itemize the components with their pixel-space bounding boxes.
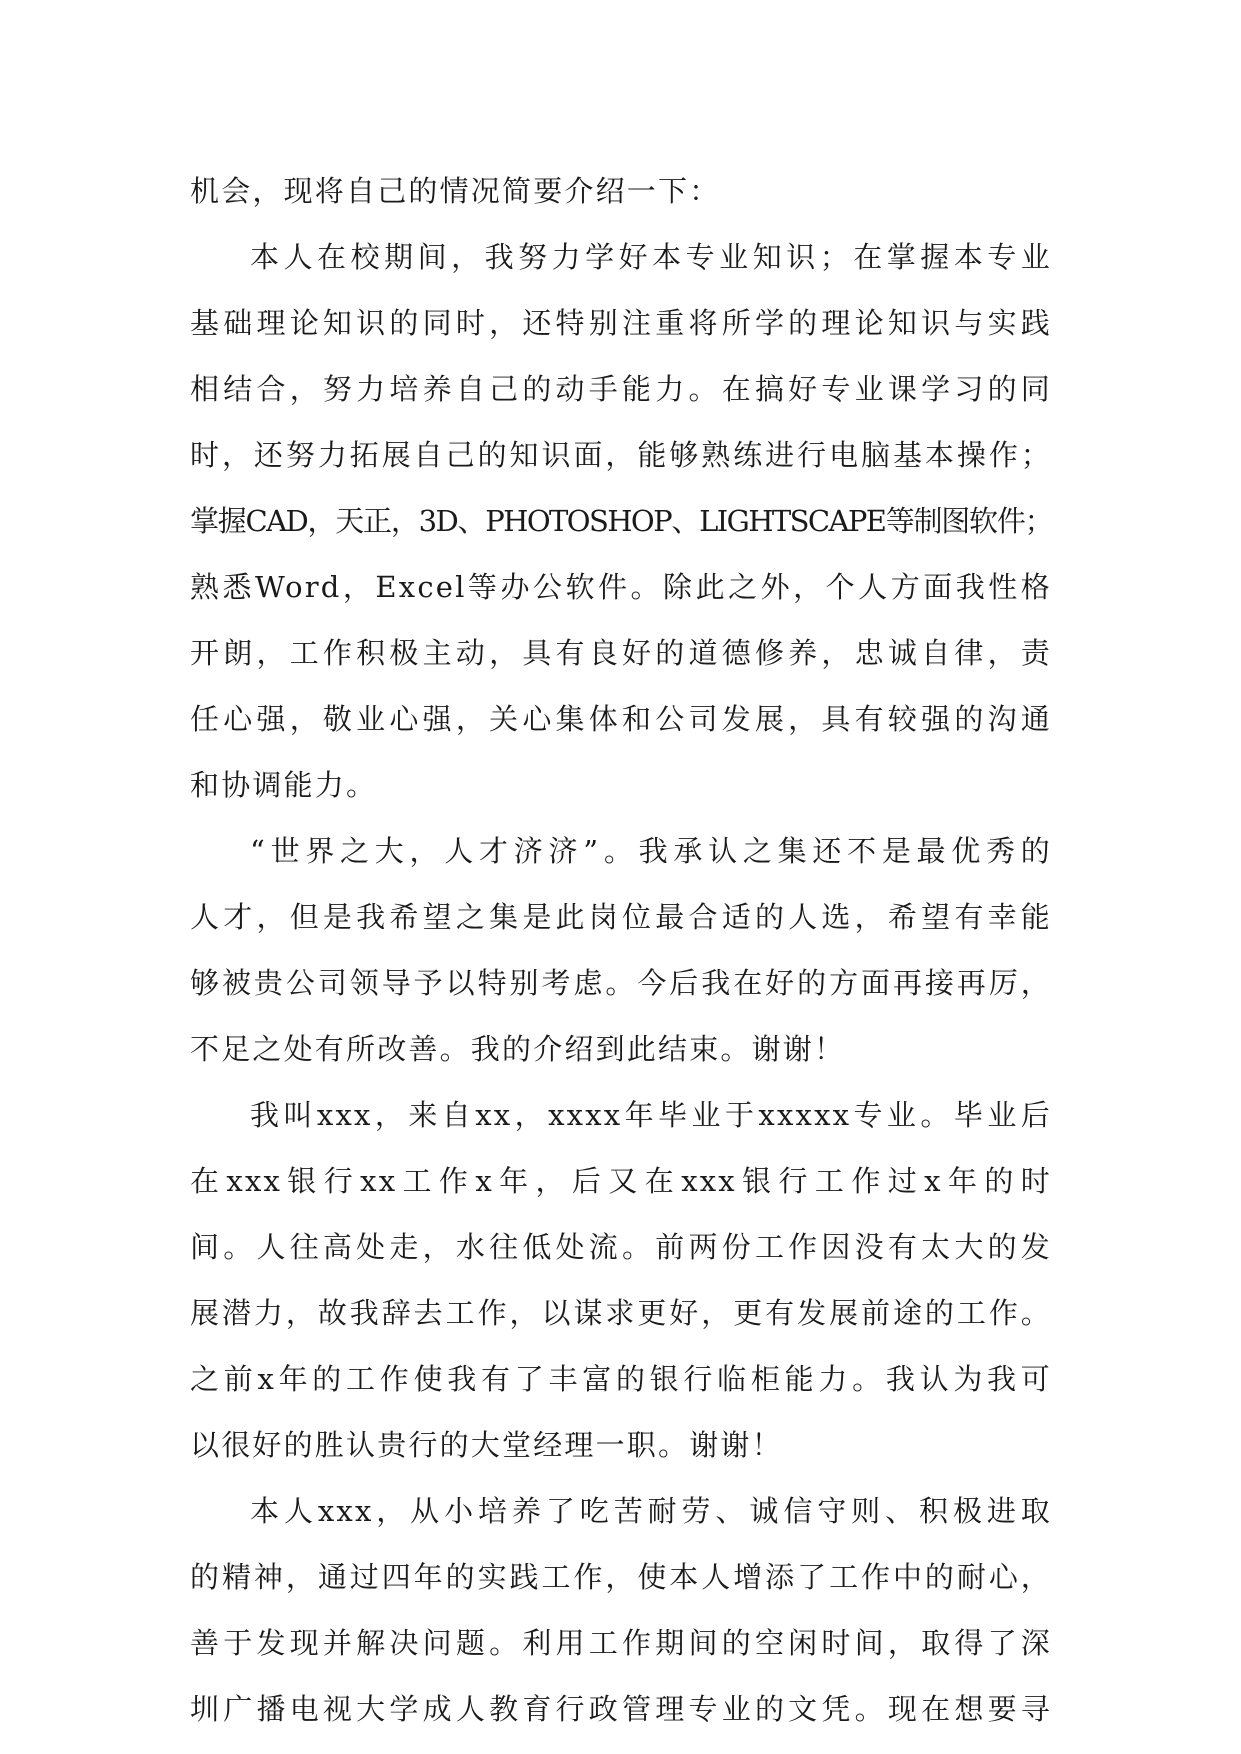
body-text bbox=[190, 158, 1052, 1742]
text-line: 以很好的胜认贵行的大堂经理一职。谢谢！ bbox=[190, 1428, 783, 1462]
text-line: 机会，现将自己的情况简要介绍一下： bbox=[190, 174, 721, 208]
text-line: 间。人往高处走，水往低处流。前两份工作因没有太大的发 bbox=[190, 1230, 1052, 1264]
text-line: 开朗，工作积极主动，具有良好的道德修养，忠诚自律，责 bbox=[190, 636, 1052, 670]
text-line: 和协调能力。 bbox=[190, 768, 378, 802]
text-line: 在xxx银行xx工作x年，后又在xxx银行工作过x年的时 bbox=[190, 1164, 1052, 1198]
text-line: 掌握CAD，天正，3D、PHOTOSHOP、LIGHTSCAPE等制图软件； bbox=[190, 504, 1052, 538]
text-line: 本人在校期间，我努力学好本专业知识；在掌握本专业 bbox=[250, 240, 1052, 274]
text-line: 相结合，努力培养自己的动手能力。在搞好专业课学习的同 bbox=[190, 372, 1052, 406]
text-line: 人才，但是我希望之集是此岗位最合适的人选，希望有幸能 bbox=[190, 900, 1052, 934]
text-line: 圳广播电视大学成人教育行政管理专业的文凭。现在想要寻 bbox=[190, 1692, 1052, 1726]
text-line: 我叫xxx，来自xx，xxxx年毕业于xxxxx专业。毕业后 bbox=[250, 1098, 1052, 1132]
text-line: 任心强，敬业心强，关心集体和公司发展，具有较强的沟通 bbox=[190, 702, 1052, 736]
text-line: 善于发现并解决问题。利用工作期间的空闲时间，取得了深 bbox=[190, 1626, 1052, 1660]
text-line: 展潜力，故我辞去工作，以谋求更好，更有发展前途的工作。 bbox=[190, 1296, 1052, 1330]
text-line: 的精神，通过四年的实践工作，使本人增添了工作中的耐心， bbox=[190, 1560, 1052, 1594]
text-line: 不足之处有所改善。我的介绍到此结束。谢谢！ bbox=[190, 1032, 846, 1066]
text-line: 基础理论知识的同时，还特别注重将所学的理论知识与实践 bbox=[190, 306, 1052, 340]
text-line: 够被贵公司领导予以特别考虑。今后我在好的方面再接再厉， bbox=[190, 966, 1052, 1000]
text-line: “世界之大，人才济济”。我承认之集还不是最优秀的 bbox=[250, 834, 1052, 868]
text-line: 熟悉Word，Excel等办公软件。除此之外，个人方面我性格 bbox=[190, 570, 1052, 604]
text-line: 本人xxx，从小培养了吃苦耐劳、诚信守则、积极进取 bbox=[250, 1494, 1052, 1528]
text-line: 之前x年的工作使我有了丰富的银行临柜能力。我认为我可 bbox=[190, 1362, 1052, 1396]
text-line: 时，还努力拓展自己的知识面，能够熟练进行电脑基本操作； bbox=[190, 438, 1052, 472]
